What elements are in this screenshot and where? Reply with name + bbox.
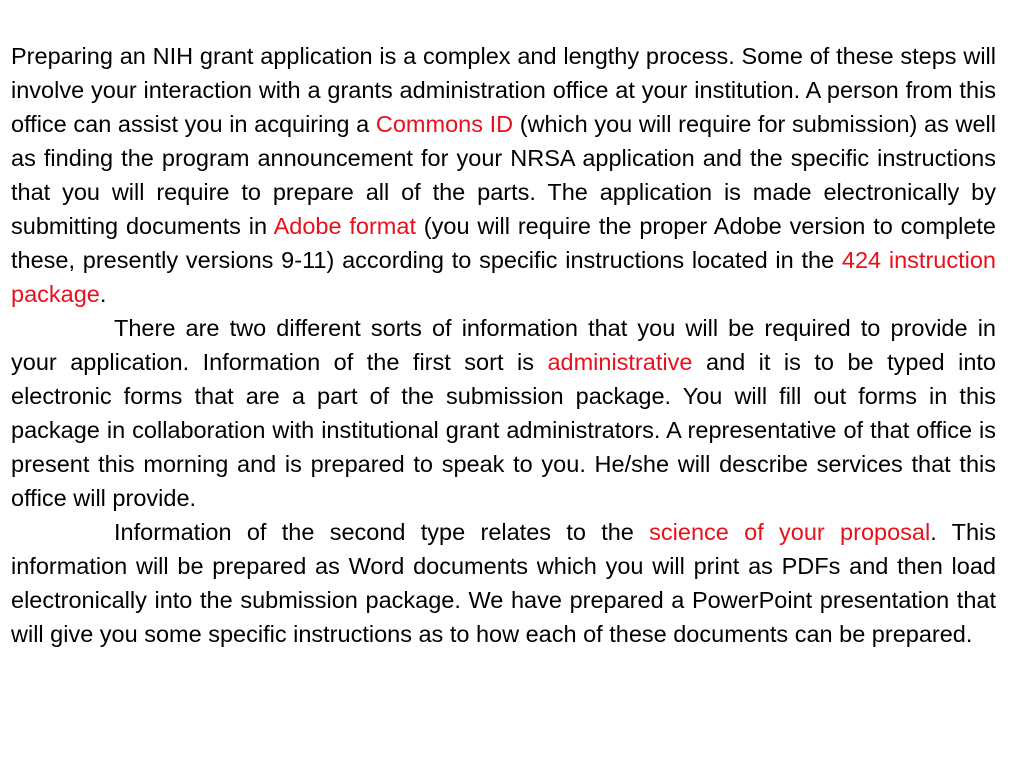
document-body	[11, 39, 996, 651]
administrative-highlight: administrative	[547, 349, 693, 375]
text-segment: Information of the second type relates to the	[114, 519, 650, 545]
text-segment: . This information will be prepared as Word documents which you will print as PDFs and then load electronically into the submission package. We have prepared a PowerPoint presentation that will give you some specific instructions as to how each of these documents can be prepared.	[11, 519, 996, 647]
paragraph-intro	[11, 39, 996, 311]
adobe-format-highlight: Adobe format	[273, 213, 416, 239]
commons-id-highlight: Commons ID	[375, 111, 514, 137]
science-proposal-highlight: science of your proposal	[649, 519, 931, 545]
paragraph-science	[11, 515, 996, 651]
text-segment: Preparing an NIH grant application is a complex and lengthy process. Some of these steps will involve your interaction with a grants administration office at your institution. A person from this office can assist you in acquiring a	[11, 43, 996, 137]
text-segment: (you will require the proper Adobe version to complete these, presently versions 9-11) according to specific instructions located in the	[11, 213, 996, 273]
text-segment: (which you will require for submission) as well as finding the program announcement for your NRSA application and the specific instructions that you will require to prepare all of the parts. The application is made electronically by submitting documents in	[11, 111, 996, 239]
paragraph-administrative	[11, 311, 996, 515]
text-segment: .	[99, 281, 107, 307]
text-segment: and it is to be typed into electronic forms that are a part of the submission package. You will fill out forms in this package in collaboration with institutional grant administrators. A representative of that office is present this morning and is prepared to speak to you. He/she will describe services that this office will provide.	[11, 349, 996, 511]
text-segment: There are two different sorts of information that you will be required to provide in your application. Information of the first sort is	[11, 315, 996, 375]
instruction-package-highlight: 424 instruction package	[11, 247, 996, 307]
